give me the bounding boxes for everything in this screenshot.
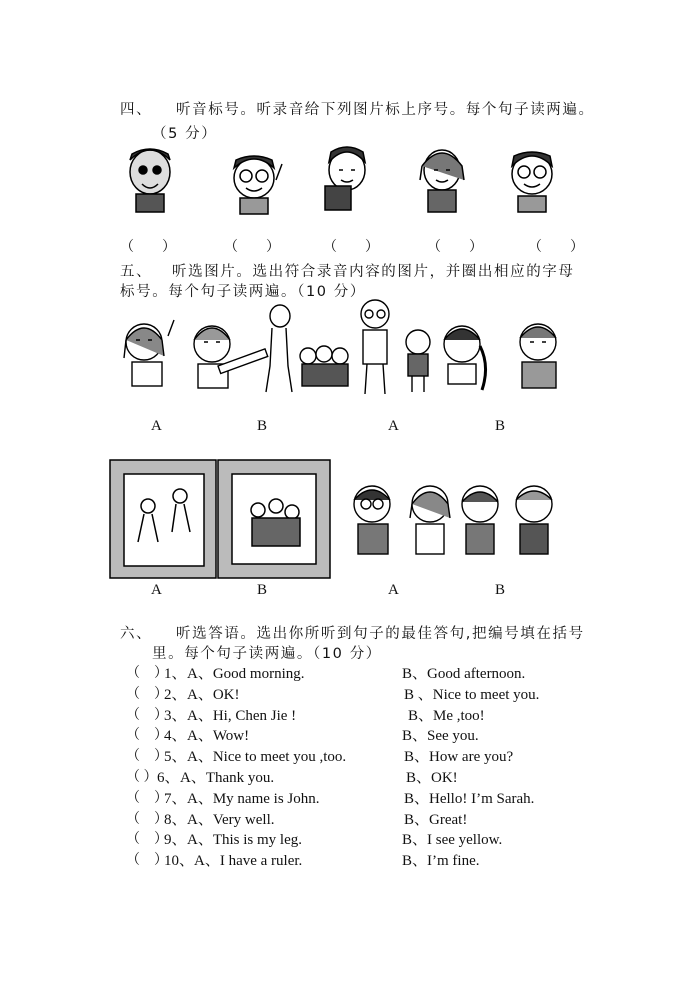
option-a: A、Nice to meet you ,too. (187, 749, 347, 766)
option-b: B、Great! (404, 811, 468, 828)
question-item (126, 787, 606, 808)
teacher-and-kids-picture (266, 305, 348, 392)
section6-title-line2: 里。每个句子读两遍。（10 分） (152, 646, 382, 662)
section5-row1-label-b2[interactable]: B (495, 418, 506, 434)
answer-paren[interactable]: （ ） (126, 769, 158, 785)
section5-row2-label-b1[interactable]: B (257, 582, 268, 598)
section5-title-line2: 标号。每个句子读两遍。（10 分） (120, 284, 367, 300)
option-b: B、Good afternoon. (402, 666, 526, 682)
option-a: A、OK! (187, 686, 240, 703)
girl-pigtails-picture (444, 326, 486, 390)
answer-paren[interactable]: （ ） (126, 686, 168, 702)
answer-paren[interactable]: （ ） (126, 728, 168, 744)
section5-row1-label-b1[interactable]: B (257, 418, 268, 434)
small-girl-picture (406, 330, 430, 392)
answer-paren[interactable]: （ ） (126, 832, 168, 848)
question-number: 4、 (164, 728, 187, 745)
answer-paren[interactable]: （ ） (126, 666, 168, 681)
section5-number: 五、 (120, 264, 153, 280)
section4-pictures (118, 140, 598, 220)
answer-paren[interactable]: （ ） (126, 707, 168, 723)
boy-face-1-picture (130, 149, 170, 212)
section5-row1-label-a1[interactable]: A (151, 418, 162, 434)
boy-smiling-picture (516, 486, 552, 554)
answer-paren[interactable]: （ ） (126, 853, 168, 869)
section5-row2-label-b2[interactable]: B (495, 582, 506, 598)
framed-picture-boys (110, 460, 216, 578)
option-b: B、Hello! I’m Sarah. (404, 790, 535, 807)
question-number: 5、 (164, 749, 187, 766)
option-b: B、See you. (402, 728, 479, 745)
question-item (126, 704, 606, 725)
option-a: A、Very well. (187, 811, 275, 828)
girl-with-ruler-picture (194, 326, 268, 388)
girl-smiling-picture (462, 486, 498, 554)
section6-question-list (126, 662, 606, 870)
section6-number: 六、 (120, 626, 153, 642)
tall-boy-picture (361, 300, 389, 394)
option-b: B、OK! (406, 769, 458, 786)
section4-blank-1[interactable]: （ ） (120, 240, 176, 255)
section5-row2-label-a1[interactable]: A (151, 582, 162, 598)
boy-thinking-picture (520, 324, 556, 388)
question-number: 8、 (164, 811, 187, 828)
section4-blank-4[interactable]: （ ） (427, 240, 483, 255)
option-b: B、I’m fine. (402, 853, 480, 870)
boy-holding-book-picture (354, 486, 390, 554)
framed-picture-kids (218, 460, 330, 578)
question-item (126, 683, 606, 704)
boy-face-3-picture (512, 152, 552, 212)
option-b: B、Me ,too! (408, 707, 485, 724)
option-a: A、Good morning. (187, 666, 305, 682)
question-number: 2、 (164, 686, 187, 703)
option-b: B、How are you? (404, 749, 514, 766)
question-item (126, 662, 606, 683)
option-b: B 、Nice to meet you. (404, 686, 540, 703)
answer-paren[interactable]: （ ） (126, 790, 168, 806)
option-a: A、I have a ruler. (194, 853, 303, 870)
section6-title: 听选答语。选出你所听到句子的最佳答句,把编号填在括号 (176, 626, 585, 642)
section4-blank-5[interactable]: （ ） (528, 240, 584, 255)
answer-paren[interactable]: （ ） (126, 749, 168, 765)
option-a: A、Thank you. (180, 769, 275, 786)
section5-row2-label-a2[interactable]: A (388, 582, 399, 598)
girl-pointing-picture (124, 320, 174, 386)
section4-number: 四、 (120, 102, 153, 118)
boy-face-2-picture (234, 156, 282, 214)
question-item (126, 766, 606, 787)
question-number: 1、 (164, 666, 187, 682)
question-item (126, 849, 606, 870)
question-number: 9、 (164, 832, 187, 849)
question-item (126, 724, 606, 745)
section5-title: 听选图片。选出符合录音内容的图片，并圈出相应的字母 (172, 264, 575, 280)
section4-title: 听音标号。听录音给下列图片标上序号。每个句子读两遍。 (176, 102, 595, 118)
question-number: 6、 (157, 769, 180, 786)
question-item (126, 808, 606, 829)
girl-face-1-picture (325, 147, 365, 210)
option-a: A、My name is John. (187, 790, 320, 807)
section5-row2-pictures (106, 452, 568, 582)
section4-score: （5 分） (152, 126, 218, 142)
question-number: 10、 (164, 853, 195, 870)
option-a: A、Wow! (187, 728, 250, 745)
option-b: B、I see yellow. (402, 832, 503, 849)
section5-row1-pictures (118, 296, 570, 400)
section5-row1-label-a2[interactable]: A (388, 418, 399, 434)
section4-blank-3[interactable]: （ ） (323, 240, 379, 255)
question-number: 7、 (164, 790, 187, 807)
section4-blank-2[interactable]: （ ） (224, 240, 280, 255)
girl-waving-picture (410, 486, 450, 554)
question-item (126, 745, 606, 766)
girl-face-2-picture (420, 150, 464, 212)
option-a: A、This is my leg. (187, 832, 302, 849)
question-item (126, 828, 606, 849)
question-number: 3、 (164, 707, 187, 724)
option-a: A、Hi, Chen Jie ! (187, 707, 297, 724)
answer-paren[interactable]: （ ） (126, 811, 168, 827)
